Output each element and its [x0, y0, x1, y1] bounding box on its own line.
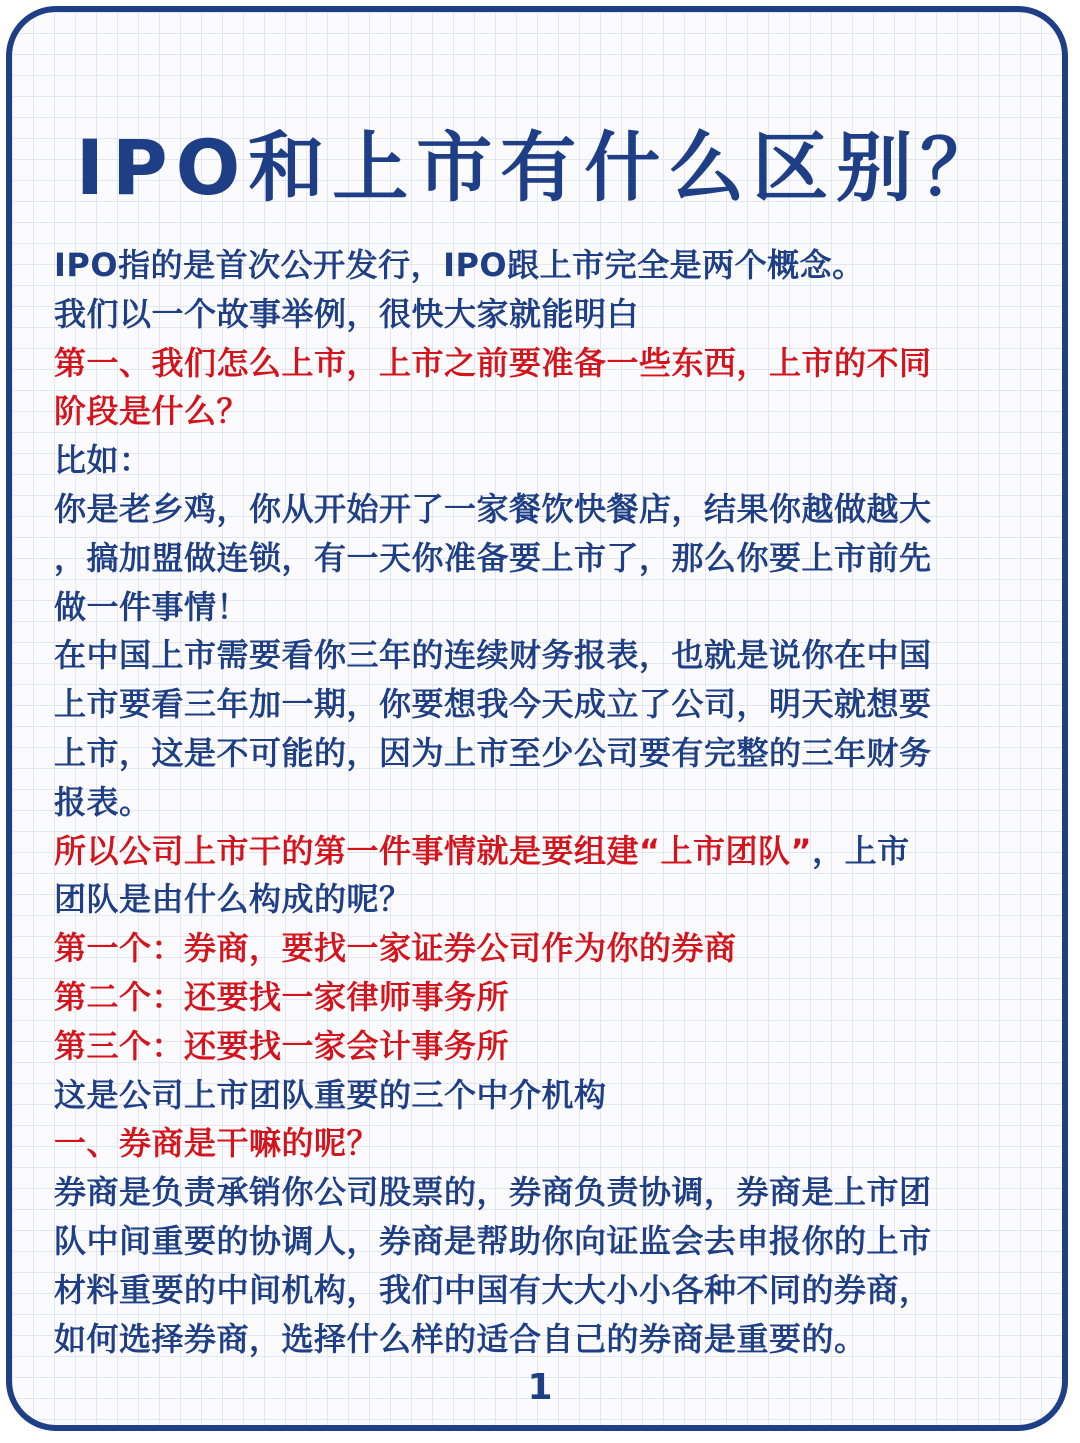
text-line: 第一、我们怎么上市，上市之前要准备一些东西，上市的不同: [54, 343, 932, 382]
text-line: 团队是由什么构成的呢？: [54, 880, 412, 919]
text-line: 比如：: [54, 441, 152, 480]
text-line: 做一件事情！: [54, 587, 250, 626]
text-line: 上市要看三年加一期，你要想我今天成立了公司，明天就想要: [54, 685, 932, 724]
text-segment: ，上市: [812, 831, 910, 870]
text-line: 第二个：还要找一家律师事务所: [54, 977, 510, 1016]
article-body: [54, 241, 1004, 1363]
text-line: 券商是负责承销你公司股票的，券商负责协调，券商是上市团: [54, 1173, 932, 1212]
text-line-mixed: [54, 827, 1004, 876]
text-line: IPO指的是首次公开发行，IPO跟上市完全是两个概念。: [54, 246, 865, 284]
text-line: 一、券商是干嘛的呢？: [54, 1124, 380, 1163]
text-line: 材料重要的中间机构，我们中国有大大小小各种不同的券商，: [54, 1270, 932, 1309]
page-number: 1: [527, 1367, 553, 1408]
text-segment-highlight: 所以公司上市干的第一件事情就是要组建“上市团队”: [54, 831, 813, 870]
text-line: 报表。: [54, 782, 152, 821]
text-line: 第三个：还要找一家会计事务所: [54, 1026, 510, 1065]
text-line: 如何选择券商，选择什么样的适合自己的券商是重要的。: [54, 1319, 867, 1358]
text-line: 上市，这是不可能的，因为上市至少公司要有完整的三年财务: [54, 733, 932, 772]
text-line: 在中国上市需要看你三年的连续财务报表，也就是说你在中国: [54, 636, 932, 675]
text-line: 你是老乡鸡，你从开始开了一家餐饮快餐店，结果你越做越大: [54, 489, 932, 528]
text-line: 这是公司上市团队重要的三个中介机构: [54, 1075, 607, 1114]
text-line: 我们以一个故事举例，很快大家就能明白: [54, 294, 640, 333]
text-line: 阶段是什么？: [54, 392, 250, 431]
page-title: IPO和上市有什么区别？: [75, 123, 1005, 212]
text-line: 队中间重要的协调人，券商是帮助你向证监会去申报你的上市: [54, 1221, 932, 1260]
text-line: 第一个：券商，要找一家证券公司作为你的券商: [54, 929, 737, 968]
text-line: ，搞加盟做连锁，有一天你准备要上市了，那么你要上市前先: [54, 538, 932, 577]
